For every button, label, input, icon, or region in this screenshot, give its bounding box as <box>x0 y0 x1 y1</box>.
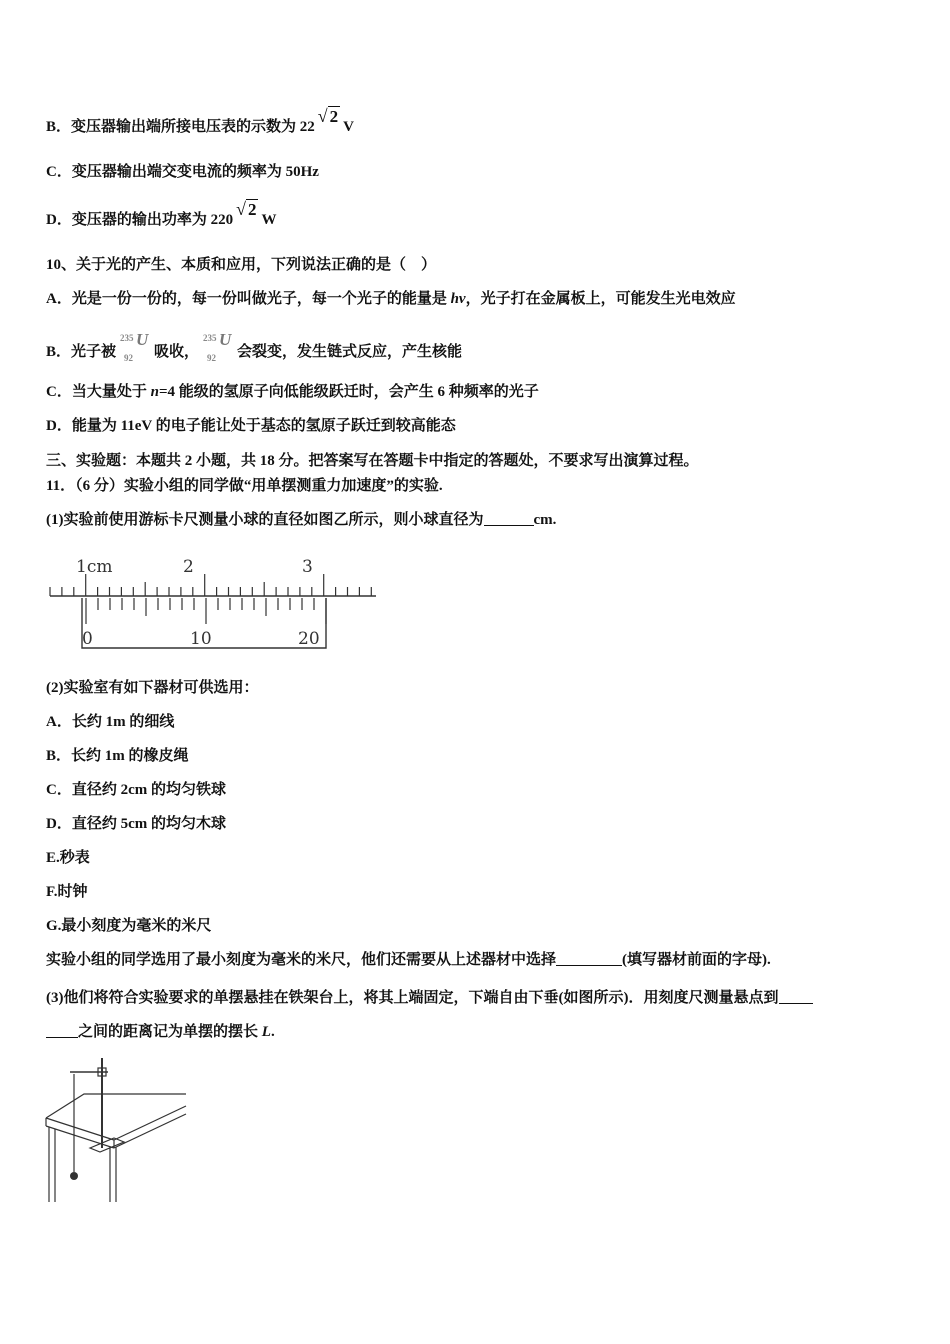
pendulum-stand-figure <box>44 1052 190 1208</box>
sqrt-symbol: √ 2 <box>236 199 257 219</box>
uranium-nuclide-1: 235 92 U <box>120 330 149 363</box>
q11-part3-line2: 之间的距离记为单摆的摆长 L. <box>46 1022 275 1042</box>
answer-blank-pendulum-a[interactable] <box>779 989 813 1004</box>
q11-part2-question: 实验小组的同学选用了最小刻度为毫米的米尺，他们还需要从上述器材中选择 (填写器材前面的字母). <box>46 952 771 968</box>
equipment-option-e: E.秒表 <box>46 850 90 866</box>
main-scale-label-1cm: 1cm <box>76 557 113 577</box>
q9-option-b <box>46 106 354 137</box>
q9-option-b-text: B．变压器输出端所接电压表的示数为 22 <box>46 119 315 135</box>
q10-option-b: B．光子被 235 92 U 吸收， 235 92 U 会裂变，发生链式反应，产生核能 <box>46 330 463 363</box>
var-n: n <box>150 384 159 400</box>
q9-option-c: C．变压器输出端交变电流的频率为 50Hz <box>46 164 319 180</box>
main-scale-label-2: 2 <box>183 557 194 577</box>
vernier-caliper-figure <box>46 552 382 654</box>
answer-blank-diameter[interactable] <box>484 511 534 526</box>
q10-option-d: D．能量为 11eV 的电子能让处于基态的氢原子跃迁到较高能态 <box>46 418 456 434</box>
vernier-scale-label-20: 20 <box>298 629 320 649</box>
q11-part3-line1: (3)他们将符合实验要求的单摆悬挂在铁架台上，将其上端固定，下端自由下垂(如图所示)．用刻度尺测量悬点到 <box>46 988 813 1008</box>
answer-blank-equipment[interactable] <box>556 951 622 966</box>
vernier-scale-label-10: 10 <box>190 629 212 649</box>
section3-heading: 三、实验题：本题共 2 小题，共 18 分。把答案写在答题卡中指定的答题处，不要求写出演算过程。 <box>46 453 699 469</box>
q10-stem: 10、关于光的产生、本质和应用，下列说法正确的是（ ） <box>46 257 437 273</box>
main-scale-label-3: 3 <box>302 557 313 577</box>
pendulum-bob <box>70 1172 78 1180</box>
q10-option-a: A．光是一份一份的，每一份叫做光子，每一个光子的能量是 hν，光子打在金属板上，可能发生光电效应 <box>46 291 736 307</box>
equipment-option-f: F.时钟 <box>46 884 88 900</box>
q9-option-d-unit: W <box>261 212 277 228</box>
q9-option-d-text: D．变压器的输出功率为 220 <box>46 212 234 228</box>
q9-option-d <box>46 199 277 230</box>
answer-blank-pendulum-b[interactable] <box>46 1023 78 1038</box>
q11-part2-intro: (2)实验室有如下器材可供选用： <box>46 680 259 696</box>
uranium-nuclide-2: 235 92 U <box>203 330 232 363</box>
q9-option-b-unit: V <box>343 119 354 135</box>
equipment-option-g: G.最小刻度为毫米的米尺 <box>46 918 212 934</box>
equipment-option-d: D．直径约 5cm 的均匀木球 <box>46 816 226 832</box>
sqrt-symbol: √ 2 <box>317 106 339 126</box>
q11-part1: (1)实验前使用游标卡尺测量小球的直径如图乙所示，则小球直径为 cm. <box>46 512 557 528</box>
vernier-scale-label-0: 0 <box>82 629 93 649</box>
equipment-option-b: B．长约 1m 的橡皮绳 <box>46 748 189 764</box>
equipment-option-c: C．直径约 2cm 的均匀铁球 <box>46 782 226 798</box>
q10-option-c: C．当大量处于 n=4 能级的氢原子向低能级跃迁时，会产生 6 种频率的光子 <box>46 384 539 400</box>
var-h-nu: hν <box>450 291 466 307</box>
equipment-option-a: A．长约 1m 的细线 <box>46 714 175 730</box>
var-L: L <box>261 1024 271 1040</box>
q11-stem: 11．（6 分）实验小组的同学做“用单摆测重力加速度”的实验. <box>46 478 443 494</box>
